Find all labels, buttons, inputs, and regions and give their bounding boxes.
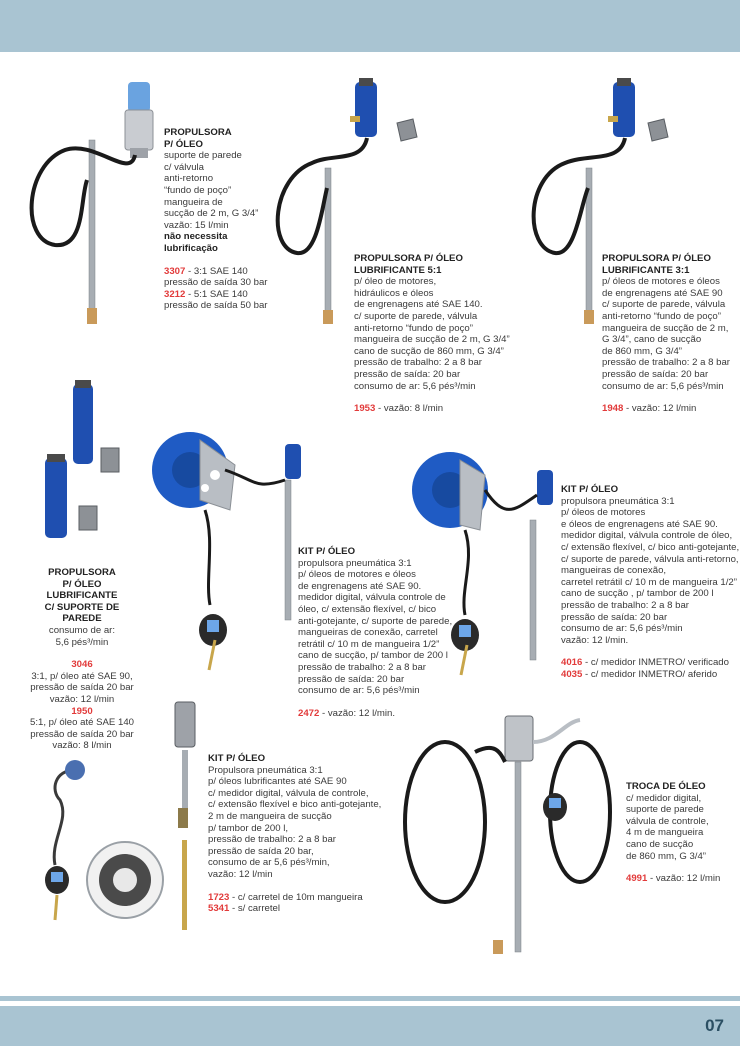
variant-text: - c/ medidor INMETRO/ verificado: [582, 657, 729, 669]
desc-line: carretel retrátil c/ 10 m de mangueira 1/2”: [561, 576, 737, 588]
desc-line: c/ suporte de parede, válvula anti-retorno,: [561, 553, 739, 565]
desc-line: vazão: 15 l/min: [164, 219, 229, 231]
desc-line: anti-retorno “fundo de poço”: [602, 310, 721, 322]
desc-line: vazão: 12 l/min.: [561, 634, 629, 646]
title-line: PROPULSORA P/ ÓLEO: [602, 253, 711, 264]
desc-line: retrátil c/ 10 m de mangueira 1/2”: [298, 638, 440, 650]
footer-band: [0, 1006, 740, 1046]
product-code: 5341: [208, 903, 230, 915]
desc-line: sucção de 2 m, G 3/4”: [164, 208, 259, 220]
variant-text: - vazão: 12 l/min: [623, 403, 697, 415]
desc-line: de 860 mm, G 3/4”: [602, 345, 682, 357]
desc-line: p/ óleos de motores: [561, 507, 646, 519]
title-line: C/ SUPORTE DE PAREDE: [44, 601, 120, 625]
desc-line: cano de sucção , p/ tambor de 200 l: [561, 588, 714, 600]
header-band: [0, 0, 740, 52]
variant-line: pressão de saída 20 bar: [30, 728, 134, 740]
desc-line: válvula de controle,: [626, 815, 709, 827]
product-1723-5341: [208, 753, 381, 915]
desc-line: p/ óleos de motores e óleos: [298, 569, 416, 581]
product-1953: [354, 253, 510, 415]
variant-extra: pressão de saída 30 bar: [164, 277, 268, 289]
desc-line: medidor digital, válvula controle de óleo,: [561, 530, 733, 542]
desc-line: propulsora pneumática 3:1: [561, 495, 675, 507]
desc-line: e óleos de engrenagens até SAE 90.: [561, 518, 718, 530]
desc-line: anti-retorno: [164, 173, 214, 185]
desc-line: mangueira de sucção de 2 m, G 3/4”: [354, 334, 510, 346]
product-code: 1950: [71, 705, 93, 717]
desc-line: consumo de ar:: [48, 624, 116, 636]
title-line: KIT P/ ÓLEO: [208, 753, 266, 764]
desc-line: c/ extensão flexível e bico anti-gotejante,: [208, 799, 382, 811]
product-1948: [602, 253, 730, 415]
title-line: P/ ÓLEO: [164, 138, 203, 150]
pump-image-3046: [35, 378, 135, 558]
desc-line: cano de sucção, p/ tambor de 200 l: [298, 650, 448, 662]
variant-line: [561, 669, 739, 681]
variant-line: vazão: 12 l/min: [49, 693, 115, 705]
desc-line: c/ suporte de parede, válvula: [354, 310, 478, 322]
variant-text: - vazão: 8 l/min: [375, 403, 444, 415]
desc-line: consumo de ar 5,6 pés³/min,: [208, 857, 330, 869]
desc-line: suporte de parede: [164, 150, 242, 162]
variant-line: pressão de saída 20 bar: [30, 682, 134, 694]
desc-line: Propulsora pneumática 3:1: [208, 764, 323, 776]
product-code: 3046: [71, 659, 93, 671]
desc-line: pressão de trabalho: 2 a 8 bar: [298, 661, 427, 673]
desc-line: 5,6 pés³/min: [55, 636, 109, 648]
desc-line: c/ válvula: [164, 161, 204, 173]
desc-line: consumo de ar: 5,6 pés³/min: [298, 685, 420, 697]
variant-line: [354, 403, 510, 415]
desc-line: óleo, c/ extensão flexível, c/ bico: [298, 603, 437, 615]
product-code: 4991: [626, 873, 648, 885]
desc-line: p/ tambor de 200 l,: [208, 822, 288, 834]
desc-line: p/ óleos de motores e óleos: [602, 276, 720, 288]
product-4016-4035: [561, 484, 739, 681]
title-line: PROPULSORA: [164, 127, 232, 138]
desc-line: vazão: 12 l/min: [208, 868, 273, 880]
desc-line: 4 m de mangueira: [626, 827, 704, 839]
desc-line: de engrenagens até SAE 140.: [354, 299, 483, 311]
variant-line: vazão: 8 l/min: [52, 740, 112, 752]
desc-line: p/ óleos lubrificantes até SAE 90: [208, 776, 347, 788]
variant-line: [164, 289, 267, 301]
variant-text: - 5:1 SAE 140: [185, 288, 248, 300]
desc-line: c/ medidor digital, válvula de controle,: [208, 787, 369, 799]
desc-line: propulsora pneumática 3:1: [298, 557, 412, 569]
variant-text: - vazão: 12 l/min: [647, 873, 721, 885]
desc-line: c/ medidor digital,: [626, 792, 702, 804]
desc-line: pressão de trabalho: 2 a 8 bar: [602, 357, 731, 369]
title-line: KIT P/ ÓLEO: [561, 484, 619, 495]
variant-line: [602, 403, 730, 415]
desc-line: mangueiras de conexão, carretel: [298, 627, 438, 639]
desc-line: G 3/4”, cano de sucção: [602, 334, 702, 346]
desc-line: pressão de saída: 20 bar: [602, 368, 709, 380]
desc-line: “fundo de poço”: [164, 184, 232, 196]
desc-line: mangueira de: [164, 196, 223, 208]
desc-line: c/ suporte de parede, válvula: [602, 299, 726, 311]
desc-line: pressão de saída: 20 bar: [561, 611, 668, 623]
desc-line: anti-retorno “fundo de poço”: [354, 322, 473, 334]
variant-text: - c/ medidor INMETRO/ aferido: [582, 668, 718, 680]
variant-line: [561, 657, 739, 669]
desc-line: medidor digital, válvula controle de: [298, 592, 446, 604]
desc-line: mangueiras de conexão,: [561, 565, 667, 577]
desc-line: de engrenagens até SAE 90: [602, 287, 723, 299]
desc-line: pressão de trabalho: 2 a 8 bar: [354, 357, 483, 369]
desc-line: pressão de saída 20 bar,: [208, 845, 314, 857]
title-line: P/ ÓLEO LUBRIFICANTE: [46, 578, 118, 602]
product-3307-3212: [164, 127, 267, 312]
variant-extra: pressão de saída 50 bar: [164, 300, 268, 312]
page-number: 07: [705, 1016, 724, 1035]
product-code: 4035: [561, 668, 583, 680]
footer-rule: [0, 996, 740, 1001]
title-line: LUBRIFICANTE 5:1: [354, 264, 442, 276]
title-line: PROPULSORA: [48, 567, 116, 578]
product-code: 4016: [561, 657, 583, 669]
product-code: 1953: [354, 403, 376, 415]
pump-image-3307: [25, 80, 165, 330]
variant-line: 3:1, p/ óleo até SAE 90,: [31, 670, 133, 682]
desc-line: consumo de ar: 5,6 pés³/min: [354, 380, 476, 392]
desc-line: de engrenagens até SAE 90.: [298, 580, 422, 592]
desc-line: hidráulicos e óleos: [354, 287, 434, 299]
product-3046-1950: [28, 567, 136, 752]
desc-line: cano de sucção de 860 mm, G 3/4”: [354, 345, 504, 357]
variant-text: - vazão: 12 l/min.: [319, 707, 396, 719]
desc-line: pressão de saída: 20 bar: [354, 368, 461, 380]
variant-text: - c/ carretel de 10m mangueira: [229, 891, 363, 903]
product-2472: [298, 546, 452, 719]
desc-line: suporte de parede: [626, 804, 704, 816]
desc-line: anti-gotejante, c/ suporte de parede,: [298, 615, 453, 627]
product-code: 2472: [298, 707, 320, 719]
desc-line: pressão de trabalho: 2 a 8 bar: [208, 834, 337, 846]
variant-line: [298, 708, 452, 720]
title-line: TROCA DE ÓLEO: [626, 781, 706, 792]
desc-line: c/ extensão flexível, c/ bico anti-gotejante,: [561, 541, 740, 553]
note-line: lubrificação: [164, 242, 218, 254]
kit-image-2472: [145, 430, 320, 680]
title-line: PROPULSORA P/ ÓLEO: [354, 253, 463, 264]
variant-line: [208, 892, 381, 904]
product-code: 3307: [164, 265, 186, 277]
product-code: 1948: [602, 403, 624, 415]
title-line: LUBRIFICANTE 3:1: [602, 264, 690, 276]
note-line: não necessita: [164, 231, 228, 243]
variant-line: 5:1, p/ óleo até SAE 140: [29, 717, 134, 729]
variant-line: [208, 903, 381, 915]
variant-line: [164, 266, 267, 278]
desc-line: consumo de ar: 5,6 pés³/min: [602, 380, 724, 392]
desc-line: mangueira de sucção de 2 m,: [602, 322, 729, 334]
product-code: 1723: [208, 891, 230, 903]
desc-line: p/ óleo de motores,: [354, 276, 437, 288]
desc-line: pressão de saída: 20 bar: [298, 673, 405, 685]
title-line: KIT P/ ÓLEO: [298, 546, 356, 557]
variant-text: - 3:1 SAE 140: [185, 265, 248, 277]
kit-image-4991: [405, 712, 625, 962]
desc-line: pressão de trabalho: 2 a 8 bar: [561, 599, 690, 611]
variant-line: [626, 873, 720, 885]
product-4991: [626, 781, 720, 885]
desc-line: de 860 mm, G 3/4”: [626, 850, 706, 862]
variant-text: - s/ carretel: [229, 903, 280, 915]
product-code: 3212: [164, 288, 186, 300]
desc-line: 2 m de mangueira de sucção: [208, 810, 332, 822]
desc-line: cano de sucção: [626, 838, 694, 850]
desc-line: consumo de ar: 5,6 pés³/min: [561, 623, 683, 635]
